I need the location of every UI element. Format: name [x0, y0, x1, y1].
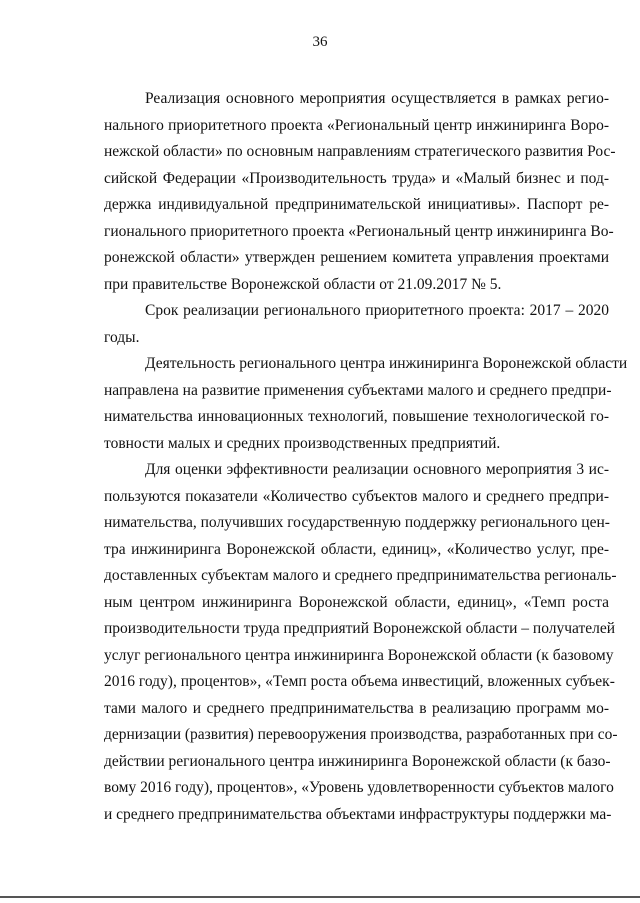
text-line: доставленных субъектам малого и среднего предпринимательства региональ-: [104, 567, 617, 584]
bottom-edge-line: [0, 896, 640, 898]
text-line: дернизации (развития) перевооружения производства, разработанных при со-: [104, 726, 618, 743]
text-line: ным центром инжиниринга Воронежской области, единиц», «Темп роста: [104, 593, 609, 611]
text-line: услуг регионального центра инжиниринга Воронежской области (к базовому: [104, 646, 614, 664]
page-number: 36: [312, 34, 328, 50]
text-line: держка индивидуальной предпринимательской инициативы». Паспорт ре-: [104, 196, 609, 213]
text-line: направлена на развитие применения субъектами малого и среднего предпри-: [104, 381, 612, 399]
text-line: нежской области» по основным направлениям стратегического развития Рос-: [104, 143, 616, 160]
text-line: и среднего предпринимательства объектами инфраструктуры поддержки ма-: [104, 805, 612, 823]
text-line: нимательства, получивших государственную поддержку регионального цен-: [104, 514, 610, 531]
text-line: производительности труда предприятий Воронежской области – получателей: [104, 620, 616, 637]
text-line: Деятельность регионального центра инжиниринга Воронежской области: [145, 355, 628, 372]
text-line: действии регионального центра инжиниринга Воронежской области (к базо-: [104, 752, 611, 770]
text-line: при правительстве Воронежской области от 21.09.2017 № 5.: [104, 275, 502, 293]
text-line: нимательства инновационных технологий, повышение технологической го-: [104, 408, 609, 425]
text-line: гионального приоритетного проекта «Региональный центр инжиниринга Во-: [104, 222, 614, 240]
text-line: тра инжиниринга Воронежской области, единиц», «Количество услуг, пре-: [104, 540, 609, 558]
text-line: товности малых и средних производственных предприятий.: [104, 434, 501, 452]
text-line: Реализация основного мероприятия осуществляется в рамках регио-: [145, 90, 609, 107]
text-line: Срок реализации регионального приоритетного проекта: 2017 – 2020: [145, 302, 609, 319]
text-line: Для оценки эффективности реализации основного мероприятия 3 ис-: [145, 461, 609, 478]
text-line: 2016 году), процентов», «Темп роста объема инвестиций, вложенных субъек-: [104, 673, 615, 690]
text-line: вому 2016 году), процентов», «Уровень удовлетворенности субъектов малого: [104, 779, 614, 796]
body-text: [104, 86, 628, 828]
text-line: тами малого и среднего предпринимательства в реализацию программ мо-: [104, 699, 609, 717]
text-line: ронежской области» утвержден решением комитета управления проектами: [104, 249, 609, 266]
text-line: сийской Федерации «Производительность труда» и «Малый бизнес и под-: [104, 169, 609, 187]
text-line: нального приоритетного проекта «Региональный центр инжиниринга Воро-: [104, 116, 609, 134]
text-line: годы.: [104, 328, 140, 346]
text-line: пользуются показатели «Количество субъектов малого и среднего предпри-: [104, 487, 609, 505]
